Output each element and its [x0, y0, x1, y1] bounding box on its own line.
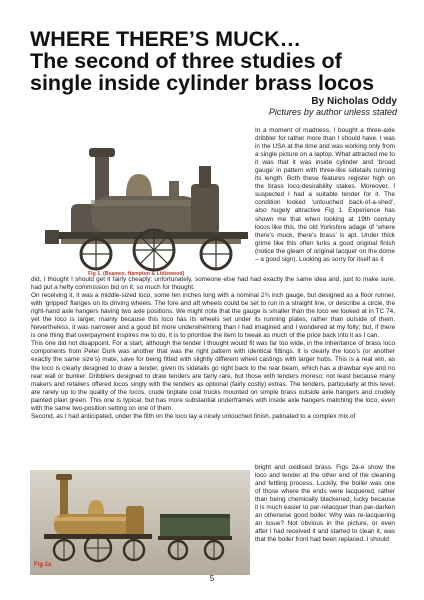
locomotive-photo-1: [31, 126, 252, 276]
headline-line-1: WHERE THERE’S MUCK…: [30, 27, 302, 51]
headline-line-2: The second of three studies of: [30, 49, 342, 73]
headline: [30, 28, 410, 94]
paragraph: did, I thought I should get it fairly cheaply; unfortunately, someone else had had exactly the same idea and, just to make sure, had put a hefty commission bid on it; so much for thought.: [31, 276, 395, 292]
byline: [197, 96, 397, 118]
headline-line-3: single inside cylinder brass locos: [30, 71, 375, 95]
picture-credit: Pictures by author unless stated: [268, 107, 397, 117]
paragraph: This one did not disappoint. For a start, although the tender I thought would fit was far too wide, in the inheritance of brass loco components from Peter Durk was another that was the right pattern with identical fittings. It is clearly the loco’s (or another exactly the same size’s) mate, save for being fitted with slightly different wheel castings with larger hubs. This is a real win, as the loco is clearly designed to draw a tender, given its sidetails go right back to the rear beam, which has a drawbar eye and no rear wall or bunker. Dribblers designed to draw tenders are fairly rare, but those with tenders moreso, not least because many makers and retailers offered locos singly with the tenders as optional (fairly costly) extras. The tenders, particularly at this level, are rarely up to the quality of the locos, crude tinplate coal trucks mounted on simple brass outside axle hangers and crudely painted plain green. This one is typical, but has more substantial underframes with inside axle hangers matching the loco, even with the same two-position setting on one of them.: [31, 340, 395, 412]
figure-2a-photo: [30, 470, 250, 575]
paragraph: On receiving it, it was a middle-sized loco, some ten inches long with a nominal 2¾ inch gauge, but designed as a floor runner, with ‘gripped’ flanges on its driving wheels. The fore and aft wheels could be set to run in a straight line, or describe a circle, the right-hand axle hangers having two axle positions. We might note that the gauge is smaller than the loco we looked at in TC 74, yet the loco is larger, mainly because this loco has its wheels set under its running plates, rather than outside of them. Nevertheless, it was narrower and a good bit more underwhelming than I had imagined and I wondered at my folly; but, if there is one thing that overpayment inspires me to do, it is to prioritise the item to tweak as much of the price back into it as I can.: [31, 292, 395, 340]
body-column-right-2: [255, 464, 395, 544]
locomotive-photo-2a: [30, 470, 250, 575]
author: By Nicholas Oddy: [311, 96, 397, 107]
paragraph: bright and oxidised brass. Figs 2a-e show the loco and tender at the other end of the cleaning and fettling process. Luckily, the boiler was one of those where the ends were lacquered, rather than being chemically blackened, lucky because it is much easier to par-relacquer than par-darken an otherwise good boiler. Why was re-lacquering an issue? Not obvious in the picture, or even after I had received it and started to clean it, was that the boiler front had been replaced. I should: [255, 464, 395, 544]
paragraph: Second, as I had anticipated, under the filth on the loco lay a nicely untouched finish, patinated to a complex mix of: [31, 412, 356, 420]
figure-1-caption: Fig 1. (Beames, Hampton & Littlewood): [88, 271, 185, 277]
body-column-right-1: [255, 127, 395, 264]
page-number: 5: [209, 574, 215, 583]
figure-1-photo: [31, 126, 252, 276]
figure-2a-caption: Fig 2a: [34, 562, 52, 568]
body-full-width: [31, 276, 395, 421]
paragraph: In a moment of madness, I bought a three-axle dribbler for rather more than I should have. I was in the USA at the time and was working only from a single picture on a laptop. What attracted me to it was that it was inside cylinder and ‘broad gauge’ in pattern with three-like sidetails running its length. Both these features register high on the brass loco-desirability stakes. Moreover, I suspected I had a suitable tender for it. The condition looked ‘untouched back-of-a-shed’, also hugely attractive Fig 1. Experience has shown me that when looking at 19th century locos like this, the old Yorkshire adage of ‘where there’s muck, there’s brass’ is apt. Under thick grime like this often lurks a good original finish (notice the gleam of original lacquer on the dome – a good sign). Looking as sorry for itself as it: [255, 127, 395, 263]
